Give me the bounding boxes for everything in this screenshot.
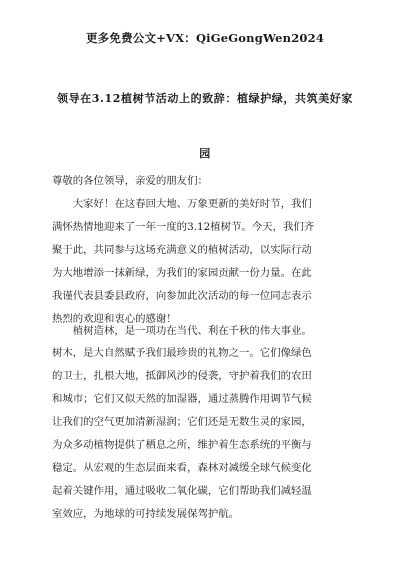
paragraph-welcome [52,193,364,331]
body-line: 满怀热情地迎来了一年一度的3.12植树节。今天，我们齐 [52,221,315,233]
salutation [52,170,364,193]
paragraph-tree-planting [52,320,364,343]
title-line: 园 [199,147,211,160]
salutation-line: 尊敬的各位领导，亲爱的朋友们： [52,175,208,187]
body-line: 热烈的欢迎和衷心的感谢！ [52,313,177,325]
body-line: 起着关键作用，通过吸收二氧化碳，它们帮助我们减轻温 [52,485,312,497]
header-watermark: 更多免费公文+VX：QiGeGongWen2024 [85,31,325,45]
body-line: 让我们的空气更加清新湿润；它们还是无数生灵的家园， [52,416,312,428]
body-line: 植树造林，是一项功在当代、利在千秋的伟大事业。 [52,325,312,337]
body-line: 我谨代表县委县政府，向参加此次活动的每一位同志表示 [52,290,312,302]
body-line: 室效应，为地球的可持续发展保驾护航。 [52,508,240,520]
title-line: 领导在3.12植树节活动上的致辞：植绿护绿，共筑美好家 [57,92,353,105]
body-line: 为大地增添一抹新绿，为我们的家园贡献一份力量。在此 [52,267,312,279]
paragraph-trees [52,342,364,526]
document-title [40,71,370,181]
body-line: 为众多动植物提供了栖息之所，维护着生态系统的平衡与 [52,439,312,451]
body-line: 和城市；它们又似天然的加湿器，通过蒸腾作用调节气候 [52,393,312,405]
body-line: 的卫士，扎根大地，抵御风沙的侵袭，守护着我们的农田 [52,370,312,382]
body-line: 大家好！在这春回大地、万象更新的美好时节，我们 [52,198,312,210]
body-line: 稳定。从宏观的生态层面来看，森林对减缓全球气候变化 [52,462,312,474]
body-line: 树木，是大自然赋予我们最珍贵的礼物之一。它们像绿色 [52,347,312,359]
body-line: 聚于此，共同参与这场充满意义的植树活动，以实际行动 [52,244,312,256]
